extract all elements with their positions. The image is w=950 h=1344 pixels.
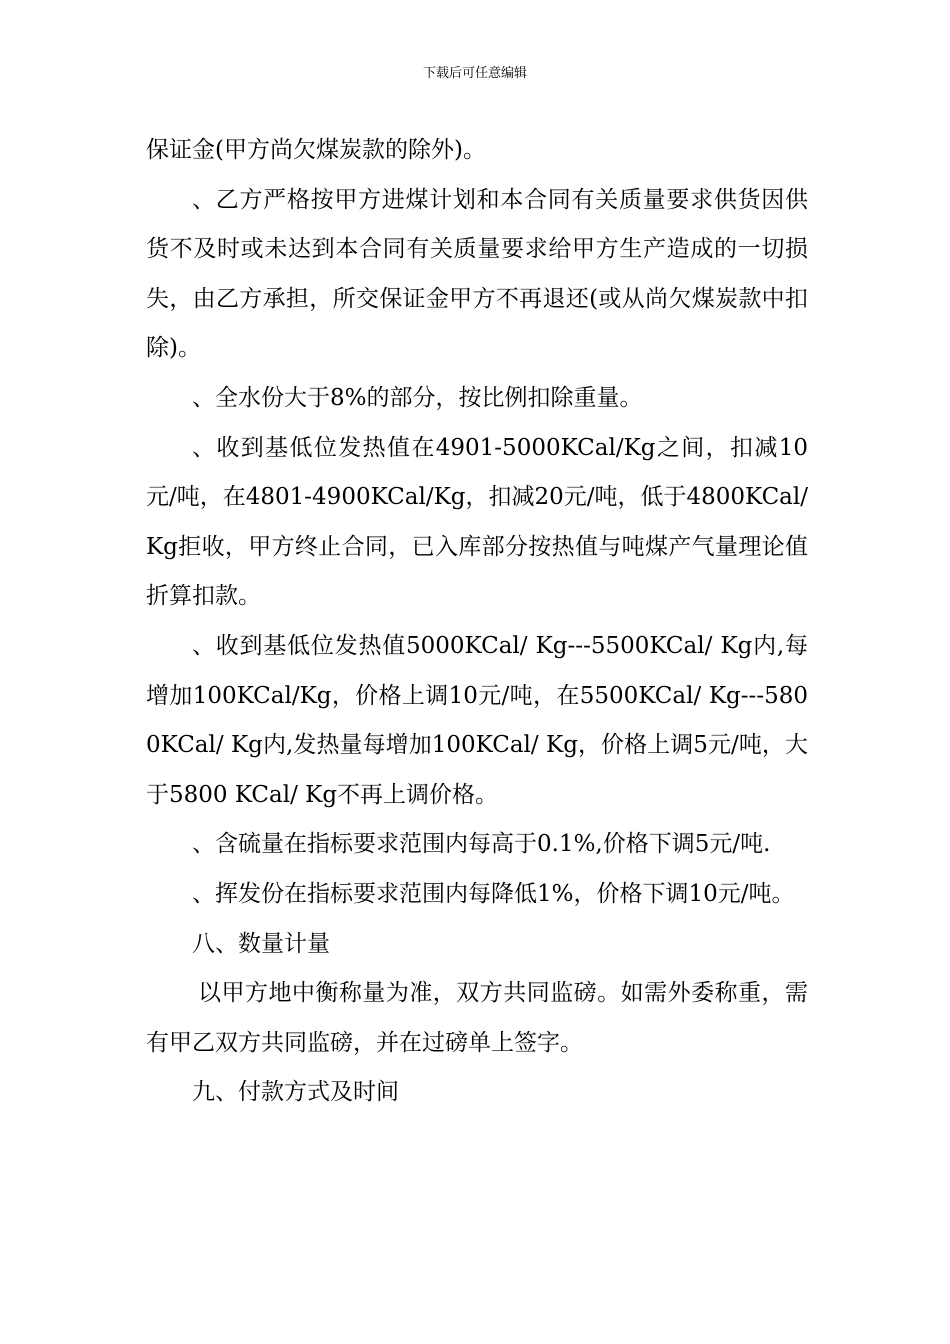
paragraph-deposit-continuation: 保证金(甲方尚欠煤炭款的除外)。 xyxy=(146,137,486,163)
paragraph-moisture: 、全水份大于8%的部分，按比例扣除重量。 xyxy=(192,384,643,411)
paragraph-low-calorific: 、收到基低位发热值在4901-5000KCal/Kg之间，扣减10元/吨，在4801-4900KCal/Kg，扣减20元/吨，低于4800KCal/Kg拒收，甲方终止合同，已入库部分按热值与吨煤产气量理论值折算扣款。 xyxy=(146,434,809,610)
paragraph-high-calorific: 、收到基低位发热值5000KCal/ Kg---5500KCal/ Kg内,每增加100KCal/Kg，价格上调10元/吨，在5500KCal/ Kg---5800KCal/ Kg内,发热量每增加100KCal/ Kg，价格上调5元/吨，大于5800 KCal/ Kg不再上调价格。 xyxy=(146,632,808,808)
paragraph-supply-quality: 、乙方严格按甲方进煤计划和本合同有关质量要求供货因供货不及时或未达到本合同有关质量要求给甲方生产造成的一切损失，由乙方承担，所交保证金甲方不再退还(或从尚欠煤炭款中扣除)。 xyxy=(146,186,808,362)
paragraph-volatile: 、挥发份在指标要求范围内每降低1%，价格下调10元/吨。 xyxy=(192,880,795,907)
section-heading-payment: 九、付款方式及时间 xyxy=(192,1079,399,1106)
paragraph-weighing: 以甲方地中衡称量为准，双方共同监磅。如需外委称重，需有甲乙双方共同监磅，并在过磅单上签字。 xyxy=(146,980,808,1056)
paragraph-sulfur: 、含硫量在指标要求范围内每高于0.1%,价格下调5元/吨. xyxy=(192,831,771,858)
page-header-note: 下载后可任意编辑 xyxy=(422,66,527,81)
section-heading-quantity: 八、数量计量 xyxy=(192,930,330,957)
document-body xyxy=(146,126,808,1118)
